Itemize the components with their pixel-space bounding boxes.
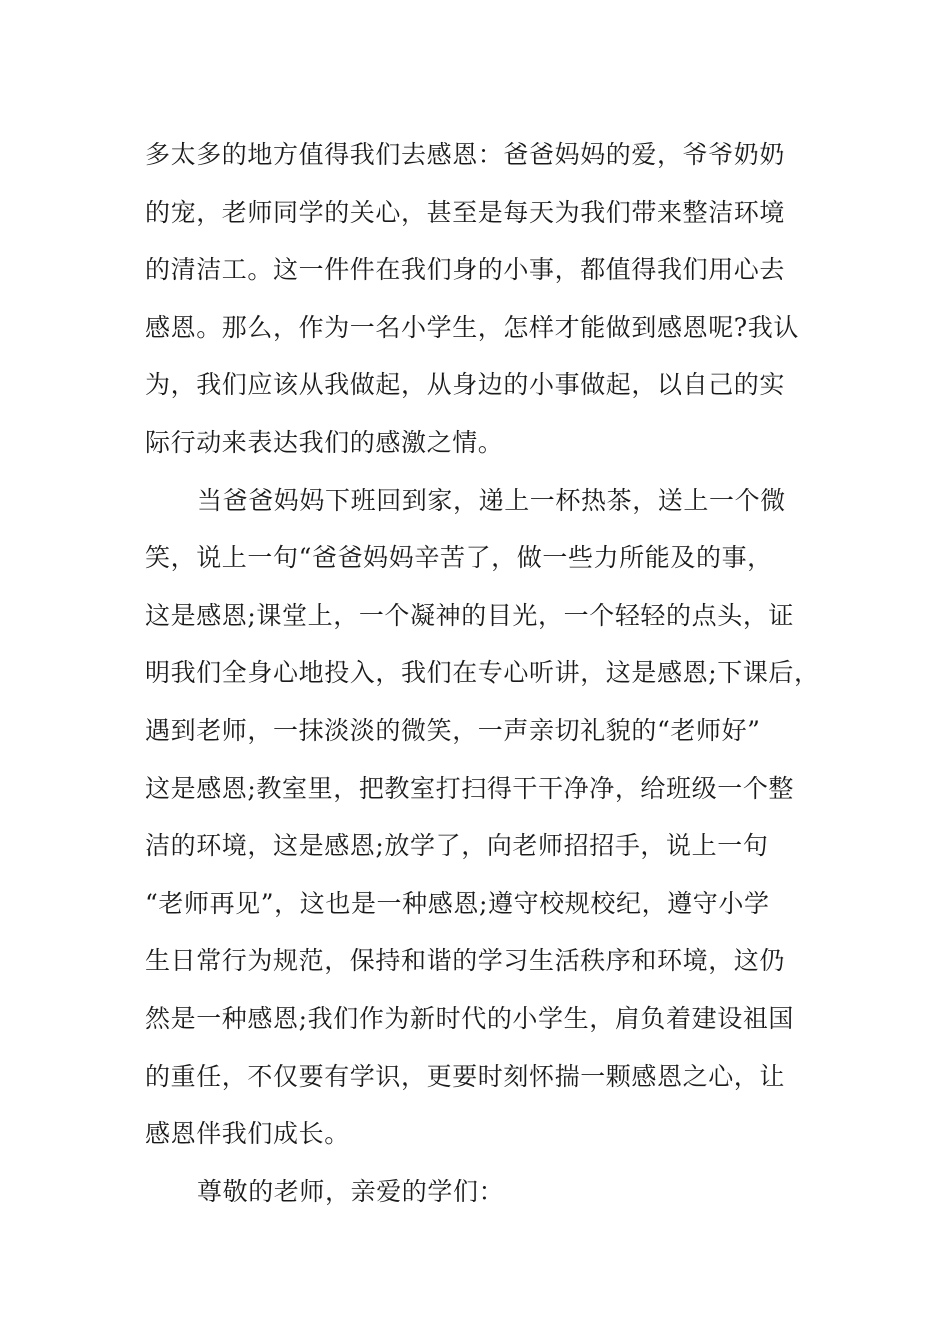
text-line: 的重任，不仅要有学识，更要时刻怀揣一颗感恩之心，让 — [145, 1061, 786, 1091]
paragraph-3 — [145, 1163, 825, 1221]
text-line: 为，我们应该从我做起，从身边的小事做起，以自己的实 — [145, 370, 786, 400]
text-line: 的清洁工。这一件件在我们身的小事，都值得我们用心去 — [145, 255, 786, 285]
paragraph-2 — [145, 472, 825, 1163]
text-line: 多太多的地方值得我们去感恩：爸爸妈妈的爱，爷爷奶奶 — [145, 140, 786, 169]
text-line: “老师再见”，这也是一种感恩;遵守校规校纪，遵守小学 — [145, 888, 770, 918]
text-line: 感恩。那么，作为一名小学生，怎样才能做到感恩呢?我认 — [145, 312, 800, 342]
text-line: 感恩伴我们成长。 — [145, 1119, 350, 1149]
text-line: 洁的环境，这是感恩;放学了，向老师招招手，说上一句 — [145, 831, 769, 861]
text-line: 然是一种感恩;我们作为新时代的小学生，肩负着建设祖国 — [145, 1003, 795, 1033]
text-line: 当爸爸妈妈下班回到家，递上一杯热茶，送上一个微 — [197, 485, 786, 515]
text-line: 笑，说上一句“爸爸妈妈辛苦了，做一些力所能及的事， — [145, 543, 773, 573]
text-line: 的宠，老师同学的关心，甚至是每天为我们带来整洁环境 — [145, 197, 786, 227]
text-line: 生日常行为规范，保持和谐的学习生活秩序和环境，这仍 — [145, 946, 786, 976]
text-line: 遇到老师，一抹淡淡的微笑，一声亲切礼貌的“老师好” — [145, 715, 761, 745]
text-line: 这是感恩;教室里，把教室打扫得干干净净，给班级一个整 — [145, 773, 795, 803]
text-line: 这是感恩;课堂上，一个凝神的目光，一个轻轻的点头，证 — [145, 600, 795, 630]
text-line: 际行动来表达我们的感激之情。 — [145, 427, 504, 457]
salutation-line: 尊敬的老师，亲爱的学们： — [197, 1176, 505, 1206]
text-line: 明我们全身心地投入，我们在专心听讲，这是感恩;下课后， — [145, 658, 820, 688]
document-body — [145, 126, 825, 1220]
paragraph-1 — [145, 126, 825, 472]
